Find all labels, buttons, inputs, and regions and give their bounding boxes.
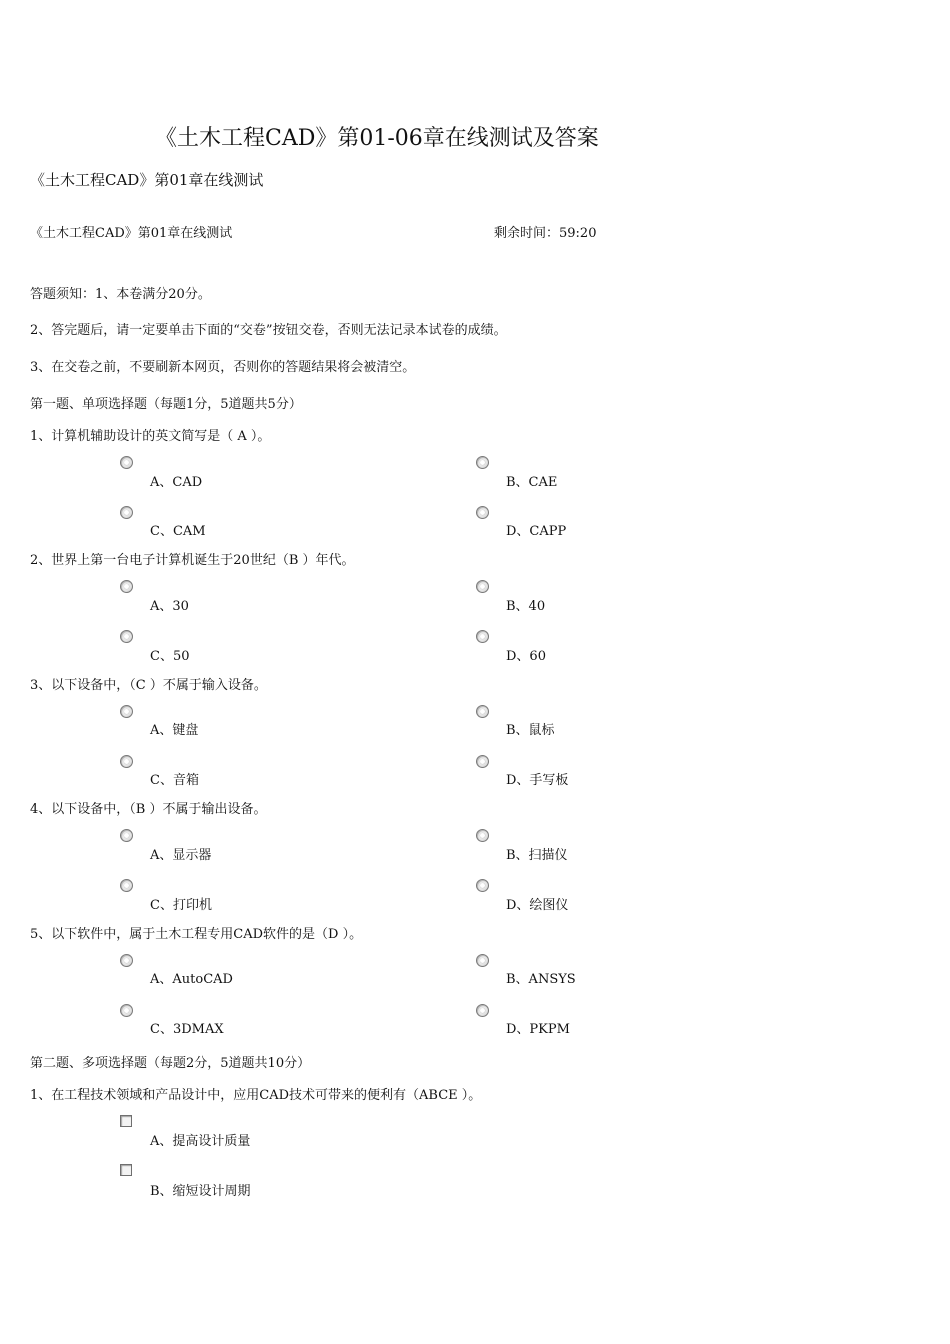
option-radio-q3-a[interactable]: [120, 705, 133, 718]
instruction-line: 答题须知：1、本卷满分20分。: [30, 287, 211, 302]
option-label: A、键盘: [150, 723, 199, 738]
option-label: D、60: [506, 649, 546, 664]
option-radio-q2-a[interactable]: [120, 580, 133, 593]
option-radio-q4-c[interactable]: [120, 879, 133, 892]
question-text: 1、在工程技术领域和产品设计中，应用CAD技术可带来的便利有（ABCE ）。: [30, 1088, 482, 1103]
option-label: D、绘图仪: [506, 898, 569, 913]
option-radio-q5-a[interactable]: [120, 954, 133, 967]
option-radio-q4-a[interactable]: [120, 829, 133, 842]
test-name: 《土木工程CAD》第01章在线测试: [30, 226, 233, 241]
option-radio-q1-b[interactable]: [476, 456, 489, 469]
question-text: 2、世界上第一台电子计算机诞生于20世纪（B ）年代。: [30, 553, 355, 568]
option-radio-q4-b[interactable]: [476, 829, 489, 842]
question-text: 3、以下设备中，（C ）不属于输入设备。: [30, 678, 267, 693]
instruction-line: 2、答完题后，请一定要单击下面的“交卷”按钮交卷，否则无法记录本试卷的成绩。: [30, 323, 507, 338]
option-radio-q2-b[interactable]: [476, 580, 489, 593]
option-label: C、50: [150, 649, 190, 664]
option-label: D、PKPM: [506, 1022, 570, 1037]
option-label: D、手写板: [506, 773, 569, 788]
option-label: C、打印机: [150, 898, 212, 913]
option-label: A、AutoCAD: [150, 972, 233, 987]
option-label: B、鼠标: [506, 723, 555, 738]
option-label: B、CAE: [506, 475, 558, 490]
option-checkbox-m1-a[interactable]: [120, 1115, 132, 1127]
option-label: D、CAPP: [506, 524, 567, 539]
option-label: A、提高设计质量: [150, 1134, 251, 1149]
option-label: B、缩短设计周期: [150, 1184, 251, 1199]
option-label: A、显示器: [150, 848, 212, 863]
option-label: C、音箱: [150, 773, 199, 788]
countdown-timer: 剩余时间：59:20: [494, 226, 597, 241]
option-label: A、30: [150, 599, 189, 614]
option-label: C、CAM: [150, 524, 206, 539]
question-text: 5、以下软件中，属于土木工程专用CAD软件的是（D ）。: [30, 927, 363, 942]
option-label: B、40: [506, 599, 546, 614]
section-heading-multiple-choice: 第二题、多项选择题（每题2分，5道题共10分）: [30, 1056, 311, 1071]
option-radio-q1-a[interactable]: [120, 456, 133, 469]
question-text: 4、以下设备中，（B ）不属于输出设备。: [30, 802, 267, 817]
option-radio-q2-c[interactable]: [120, 630, 133, 643]
option-radio-q5-d[interactable]: [476, 1004, 489, 1017]
option-radio-q5-b[interactable]: [476, 954, 489, 967]
option-label: B、ANSYS: [506, 972, 576, 987]
option-radio-q3-d[interactable]: [476, 755, 489, 768]
option-radio-q2-d[interactable]: [476, 630, 489, 643]
instruction-line: 3、在交卷之前，不要刷新本网页，否则你的答题结果将会被清空。: [30, 360, 416, 375]
chapter-subtitle: 《土木工程CAD》第01章在线测试: [30, 171, 264, 189]
option-radio-q1-d[interactable]: [476, 506, 489, 519]
section-heading-single-choice: 第一题、单项选择题（每题1分，5道题共5分）: [30, 397, 302, 412]
option-radio-q4-d[interactable]: [476, 879, 489, 892]
option-label: A、CAD: [150, 475, 203, 490]
option-radio-q1-c[interactable]: [120, 506, 133, 519]
option-checkbox-m1-b[interactable]: [120, 1164, 132, 1176]
question-text: 1、计算机辅助设计的英文简写是（ A ）。: [30, 429, 271, 444]
option-radio-q3-b[interactable]: [476, 705, 489, 718]
option-radio-q3-c[interactable]: [120, 755, 133, 768]
option-radio-q5-c[interactable]: [120, 1004, 133, 1017]
option-label: C、3DMAX: [150, 1022, 224, 1037]
document-title: 《土木工程CAD》第01-06章在线测试及答案: [155, 126, 599, 151]
option-label: B、扫描仪: [506, 848, 568, 863]
